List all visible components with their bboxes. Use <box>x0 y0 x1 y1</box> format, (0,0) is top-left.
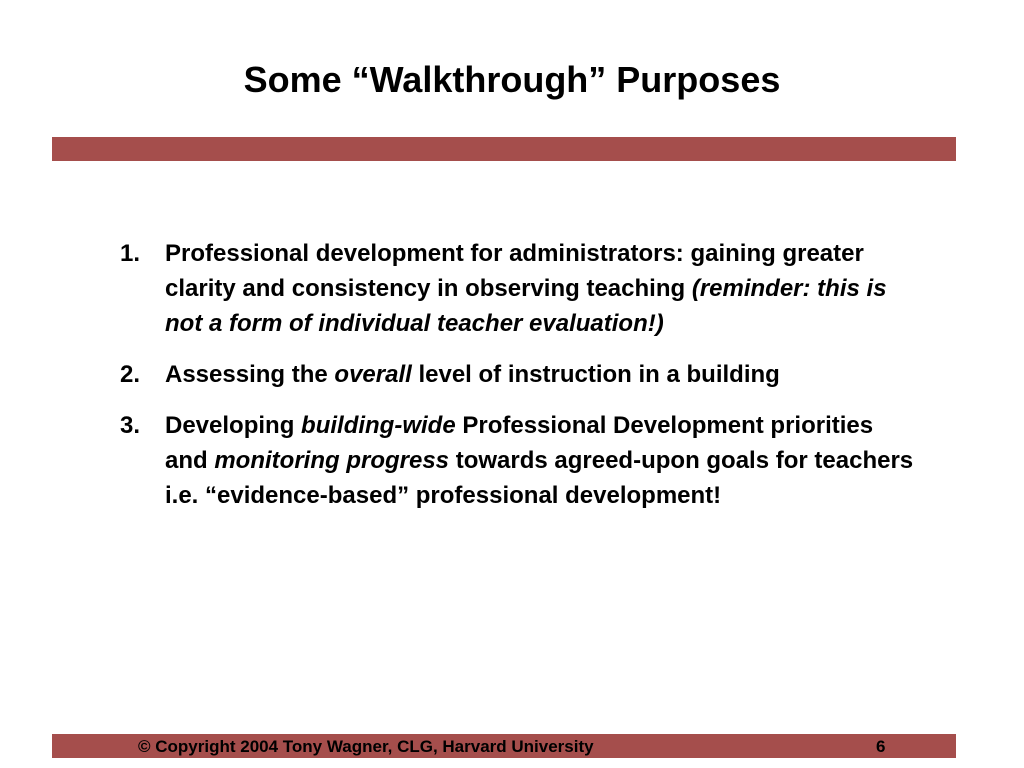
title-divider-bar <box>52 137 956 161</box>
list-item <box>120 408 920 513</box>
list-item-text: Assessing the <box>165 361 328 388</box>
list-item-text: towards agreed-upon goals for teachers i.e. “evidence-based” professional development! <box>165 447 914 509</box>
list-item-emphasis: overall <box>334 361 412 388</box>
slide-title: Some “Walkthrough” Purposes <box>243 59 781 100</box>
list-item-text: Developing <box>165 412 295 439</box>
list-item-text: Professional development for administrators: gaining greater clarity and consistency in observing teaching <box>165 240 864 302</box>
list-item-emphasis: building-wide <box>301 412 456 439</box>
footer-copyright: © Copyright 2004 Tony Wagner, CLG, Harvard University <box>138 737 594 756</box>
page-number: 6 <box>876 737 886 756</box>
list-item-text: Professional Development priorities and <box>165 412 874 474</box>
list-item-italic-note: (reminder: this is not a form of individual teacher evaluation!) <box>165 275 887 337</box>
list-item-emphasis: monitoring progress <box>214 447 450 474</box>
list-item-number: 1. <box>120 240 141 267</box>
list-item <box>120 357 920 392</box>
list-item-text: level of instruction in a building <box>418 361 780 388</box>
list-item-number: 2. <box>120 361 141 388</box>
list-item-number: 3. <box>120 412 141 439</box>
list-item <box>120 236 920 341</box>
purposes-list <box>120 236 920 513</box>
